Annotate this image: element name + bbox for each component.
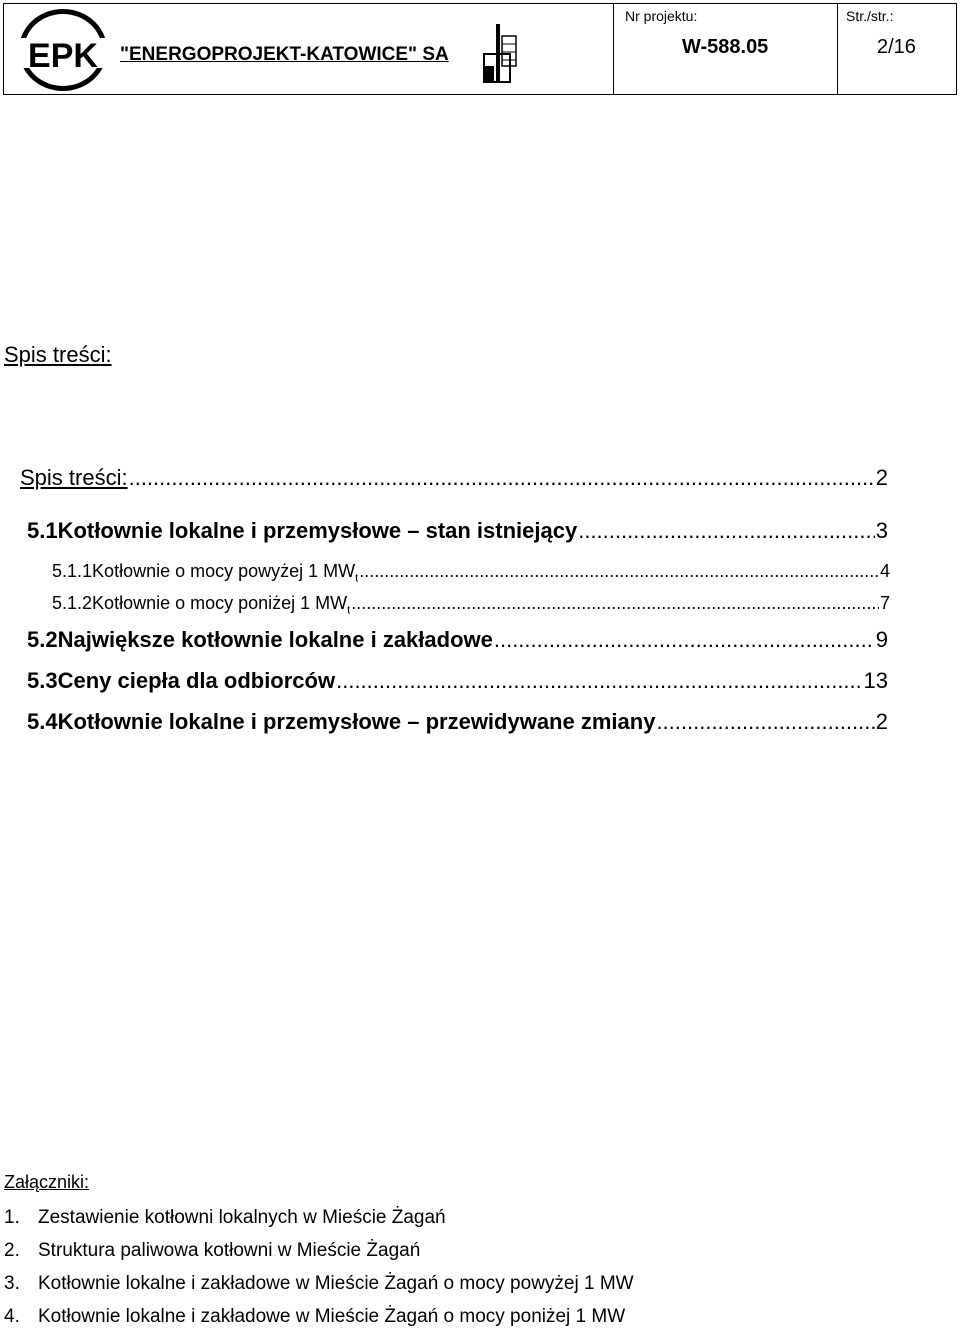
attachment-item: 1. Zestawienie kotłowni lokalnych w Mieście Żagań (4, 1207, 446, 1228)
toc-page-number: 2 (875, 465, 888, 490)
toc-entry-title: Spis treści: (20, 465, 128, 490)
toc-entry-title: Kotłownie o mocy poniżej 1 $MW_t$ (92, 593, 351, 617)
toc-page-number: 4 (879, 561, 890, 581)
toc-page-number: 13 (863, 668, 888, 693)
toc-leader-dots (656, 709, 874, 735)
toc-page-number: 9 (875, 627, 888, 652)
toc-leader-dots (359, 561, 879, 582)
toc-entry[interactable] (27, 668, 888, 694)
toc-page-number: 2 (875, 709, 888, 734)
toc-entry-title: Największe kotłownie lokalne i zakładowe (57, 627, 493, 652)
toc-leader-dots (494, 627, 875, 653)
project-number: W-588.05 (682, 36, 769, 58)
toc-entry[interactable] (27, 709, 888, 735)
epk-logo (18, 8, 108, 92)
company-name: "ENERGOPROJEKT-KATOWICE" SA (120, 44, 449, 65)
toc-entry-number: 5.1 (27, 518, 58, 543)
attachment-item: 3. Kotłownie lokalne i zakładowe w Mieście Żagań o mocy powyżej 1 MW (4, 1273, 634, 1294)
page-title: Spis treści: (4, 342, 112, 367)
toc-entry-title: Kotłownie o mocy powyżej 1 $MW_t$ (92, 561, 359, 585)
building-emblem-icon (480, 22, 522, 84)
toc-entry-number: 5.2 (27, 627, 58, 652)
toc-entry-title: Kotłownie lokalne i przemysłowe – przewidywane zmiany (57, 709, 656, 734)
toc-entry[interactable] (52, 593, 890, 617)
toc-entry[interactable] (20, 465, 888, 491)
toc-leader-dots (129, 465, 875, 491)
project-number-label: Nr projektu: (625, 8, 698, 24)
toc-entry-number: 5.1.1 (52, 561, 93, 581)
svg-text:EPK: EPK (28, 37, 98, 75)
toc-leader-dots (578, 518, 875, 544)
toc-page-number: 7 (879, 593, 890, 613)
toc-entry[interactable] (27, 627, 888, 653)
toc-entry-title: Ceny ciepła dla odbiorców (57, 668, 336, 693)
toc-leader-dots (351, 593, 879, 614)
attachment-item: 2. Struktura paliwowa kotłowni w Mieście Żagań (4, 1240, 421, 1261)
toc-leader-dots (336, 668, 862, 694)
page-label: Str./str.: (846, 8, 894, 24)
attachment-item: 4. Kotłownie lokalne i zakładowe w Mieście Żagań o mocy poniżej 1 MW (4, 1306, 626, 1327)
toc-entry-title: Kotłownie lokalne i przemysłowe – stan istniejący (57, 518, 578, 543)
page-number: 2/16 (877, 36, 916, 58)
toc-entry[interactable] (27, 518, 888, 544)
toc-entry-number: 5.1.2 (52, 593, 93, 613)
toc-entry-number: 5.3 (27, 668, 58, 693)
toc-entry[interactable] (52, 561, 890, 585)
toc-entry-number: 5.4 (27, 709, 58, 734)
attachments-title: Załączniki: (4, 1172, 90, 1192)
toc-page-number: 3 (875, 518, 888, 543)
document-header (3, 3, 957, 95)
